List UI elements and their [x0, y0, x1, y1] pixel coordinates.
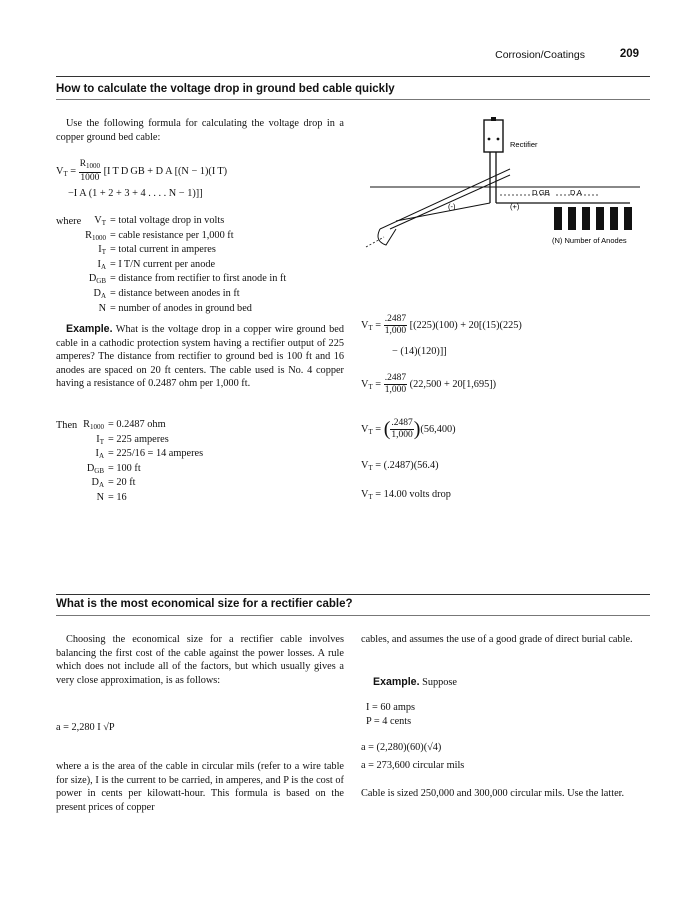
section1-rule [56, 99, 650, 100]
section2-title: What is the most economical size for a rectifier cable? [56, 598, 353, 610]
definition-row [2, 230, 286, 245]
definition-row [2, 244, 286, 259]
definition-row [2, 303, 286, 318]
running-header-section: Corrosion/Coatings [495, 49, 585, 61]
solution-step-4: $V_T = (.2487)(56.4)$ [361, 460, 439, 472]
section2-example: Example. Suppose [373, 676, 458, 688]
definition-symbol: $I_T$ [98, 244, 106, 257]
given-desc: = 16 [108, 491, 127, 503]
section2-top-rule [56, 594, 650, 595]
section2-example-label: Example. [373, 676, 420, 688]
definition-desc: = total voltage drop in volts [110, 215, 225, 226]
section2-right-cont: cables, and assumes the use of a good grade of direct burial cable. [361, 634, 633, 645]
dgb-label: D GB [532, 188, 550, 197]
given-symbol: N [96, 491, 104, 503]
given-symbol: $D_{GB}$ [86, 462, 104, 475]
definition-symbol: N [98, 302, 106, 314]
given-desc: = 20 ft [108, 477, 136, 489]
definition-symbol: $D_{GB}$ [88, 273, 106, 286]
given-row [0, 492, 203, 507]
definition-symbol: $R_{1000}$ [85, 229, 106, 242]
solution-step-1: $V_T$ = $\frac{.2487}{1,000}$ [(225)(100) + 20[(15)(225) [361, 314, 522, 336]
negative-label: (-) [448, 202, 456, 211]
given-symbol: $I_T$ [96, 433, 104, 446]
given-price: P = 4 cents [366, 716, 412, 727]
rectifier-box [484, 120, 503, 152]
where-label: where [56, 216, 82, 227]
definition-desc: = number of anodes in ground bed [110, 302, 252, 314]
calc-line-1: a = (2,280)(60)(√4) [361, 742, 442, 753]
given-row [0, 434, 203, 449]
definition-symbol: $V_T$ [94, 215, 106, 227]
solution-step-5: $V_T = 14.00$ volts drop [361, 489, 451, 501]
page-number: 209 [619, 48, 639, 60]
section2-intro: Choosing the economical size for a rectifier cable involves balancing the first cost of the cable against the power losses. A rule which does not include all of the factors, but which usually gives a very close approximation, is as follows: [56, 634, 344, 686]
given-desc: = 100 ft [108, 462, 141, 474]
anode [610, 207, 618, 230]
solution-step-3: $V_T$ = ( $\frac{.2487}{1,000}$ )(56,400) [361, 418, 456, 440]
given-symbol: $I_A$ [95, 448, 104, 461]
definition-symbol: $D_A$ [93, 287, 106, 300]
given-current: I = 60 amps [366, 702, 415, 713]
definition-symbol: $I_A$ [97, 258, 106, 271]
given-desc: = 225/16 = 14 amperes [108, 448, 204, 460]
section2-explanation: where a is the area of the cable in circular mils (refer to a wire table for size), I is the current to be carried, in amperes, and P is the cost of power in cents per kilowatt-hour. This formula is based on the present prices of copper [56, 761, 344, 813]
definition-row [2, 259, 286, 274]
section1-title: How to calculate the voltage drop in ground bed cable quickly [56, 83, 395, 95]
given-symbol: $R_{1000}$ [83, 419, 104, 431]
calc-line-2: a = 273,600 circular mils [361, 760, 465, 771]
definition-row [2, 288, 286, 303]
given-desc: = 225 amperes [108, 433, 169, 445]
example-label: Example. [66, 323, 113, 335]
da-label: D A [570, 188, 582, 197]
given-desc: = 0.2487 ohm [108, 419, 166, 430]
definition-desc: = total current in amperes [110, 244, 216, 256]
given-row [0, 477, 203, 492]
rectifier-label: Rectifier [510, 140, 538, 149]
anode [554, 207, 562, 230]
formula-line1-rest: [I T D GB + D A [(N − 1)(I T) [103, 165, 228, 177]
given-row [0, 463, 203, 478]
positive-label: (+) [510, 202, 520, 211]
section1-intro: Use the following formula for calculating the voltage drop in a copper ground bed cable: [56, 118, 344, 143]
anode [568, 207, 576, 230]
voltage-drop-formula [56, 159, 227, 184]
solution-step-1-line2: − (14)(120)]] [392, 346, 447, 357]
section2-conclusion: Cable is sized 250,000 and 300,000 circular mils. Use the latter. [361, 788, 625, 799]
definition-row [2, 215, 286, 230]
definition-desc: = distance between anodes in ft [110, 287, 240, 299]
anode [582, 207, 590, 230]
definition-row [2, 273, 286, 288]
definitions-list [2, 215, 286, 317]
solution-step-2: $V_T$ = $\frac{.2487}{1,000}$ (22,500 + 20[1,695]) [361, 373, 497, 395]
formula-eq: = [70, 165, 77, 177]
definition-desc: = distance from rectifier to first anode in ft [110, 273, 287, 285]
section2-rule [56, 615, 650, 616]
given-row [0, 419, 203, 434]
economical-size-formula: a = 2,280 I √P [56, 722, 115, 733]
formula-lhs: $V_T$ [56, 165, 68, 178]
anodes-label: (N) Number of Anodes [552, 236, 627, 245]
then-label: Then [56, 420, 78, 431]
anode [624, 207, 632, 230]
given-row [0, 448, 203, 463]
anode [596, 207, 604, 230]
given-symbol: $D_A$ [91, 477, 104, 490]
givens-list [0, 419, 203, 507]
definition-desc: = I T/N current per anode [110, 258, 216, 270]
example-text: What is the voltage drop in a copper wire ground bed cable in a cathodic protection system having a rectifier output of 225 amperes? The distance from rectifier to ground bed is 100 ft and 16 anodes are spaced on 20 ft centers. The cable used is No. 4 copper having a resistance of 0.2487 ohm per 1,000 ft. [56, 324, 344, 390]
formula-fraction: $\frac{R_{1000}}{1000}$ [79, 159, 101, 183]
formula-line2: −I A (1 + 2 + 3 + 4 . . . . N − 1)]] [68, 188, 203, 199]
header-rule [56, 76, 650, 77]
definition-desc: = cable resistance per 1,000 ft [110, 229, 234, 241]
ground-bed-diagram [360, 117, 655, 252]
section1-example [56, 323, 344, 391]
